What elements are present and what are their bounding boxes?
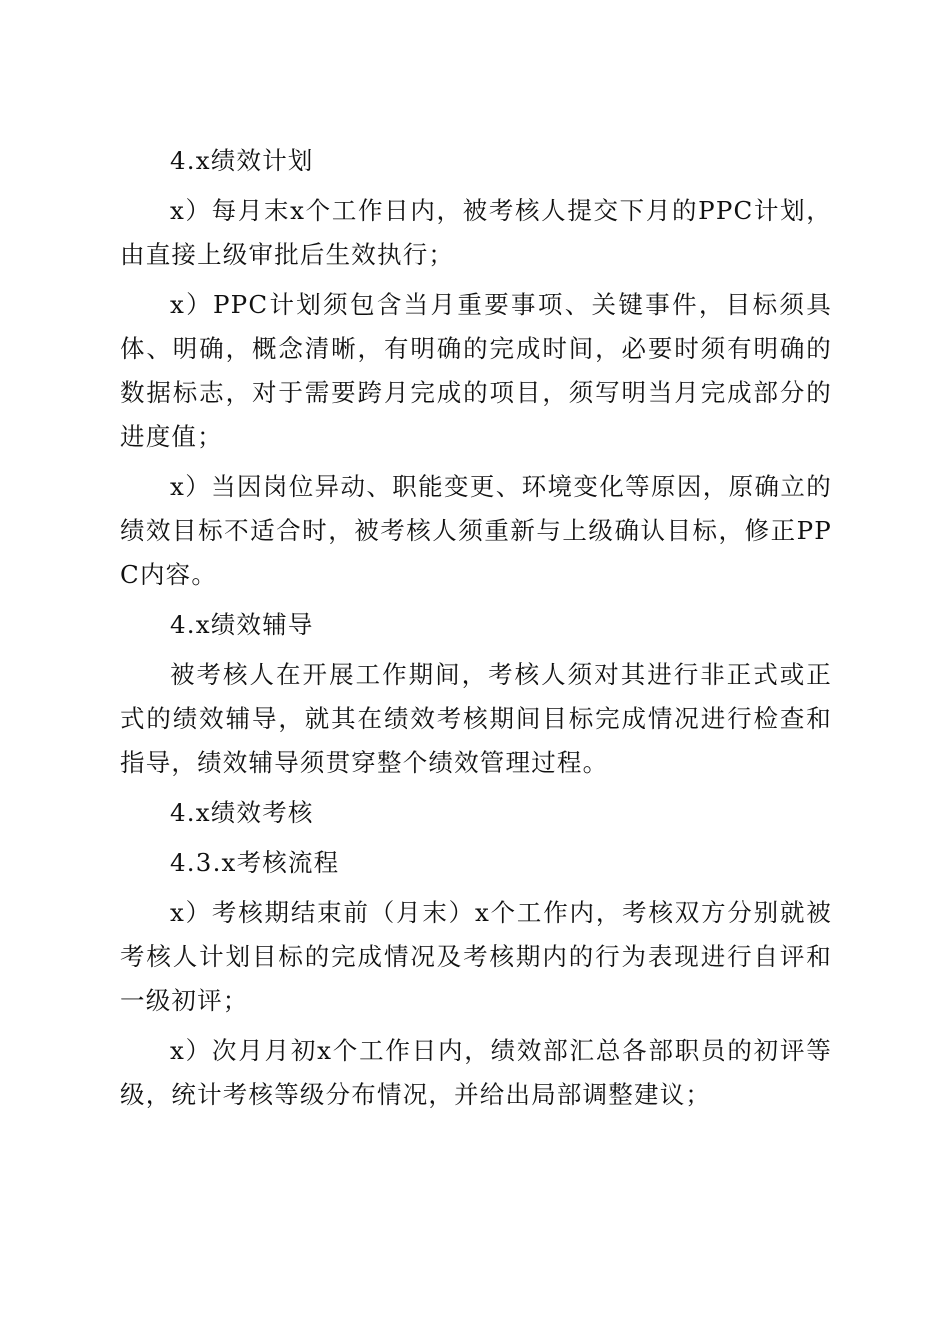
para-plan-3: x）当因岗位异动、职能变更、环境变化等原因，原确立的绩效目标不适合时，被考核人须重新与上级确认目标，修正PPC内容。 [120, 472, 832, 589]
para-plan-1: x）每月末x个工作日内，被考核人提交下月的PPC计划，由直接上级审批后生效执行； [120, 196, 832, 269]
heading-performance-plan: 4.x绩效计划 [170, 146, 314, 175]
heading-performance-coaching: 4.x绩效辅导 [170, 610, 314, 639]
para-coaching: 被考核人在开展工作期间，考核人须对其进行非正式或正式的绩效辅导，就其在绩效考核期间目标完成情况进行检查和指导，绩效辅导须贯穿整个绩效管理过程。 [120, 660, 832, 777]
para-process-1: x）考核期结束前（月末）x个工作内，考核双方分别就被考核人计划目标的完成情况及考核期内的行为表现进行自评和一级初评； [120, 898, 832, 1015]
document-body [120, 139, 832, 1123]
para-plan-2: x）PPC计划须包含当月重要事项、关键事件，目标须具体、明确，概念清晰，有明确的完成时间，必要时须有明确的数据标志，对于需要跨月完成的项目，须写明当月完成部分的进度值； [120, 290, 832, 451]
heading-performance-appraisal: 4.x绩效考核 [170, 798, 314, 827]
para-process-2: x）次月月初x个工作日内，绩效部汇总各部职员的初评等级，统计考核等级分布情况，并给出局部调整建议； [120, 1036, 832, 1109]
heading-appraisal-process: 4.3.x考核流程 [170, 848, 340, 877]
